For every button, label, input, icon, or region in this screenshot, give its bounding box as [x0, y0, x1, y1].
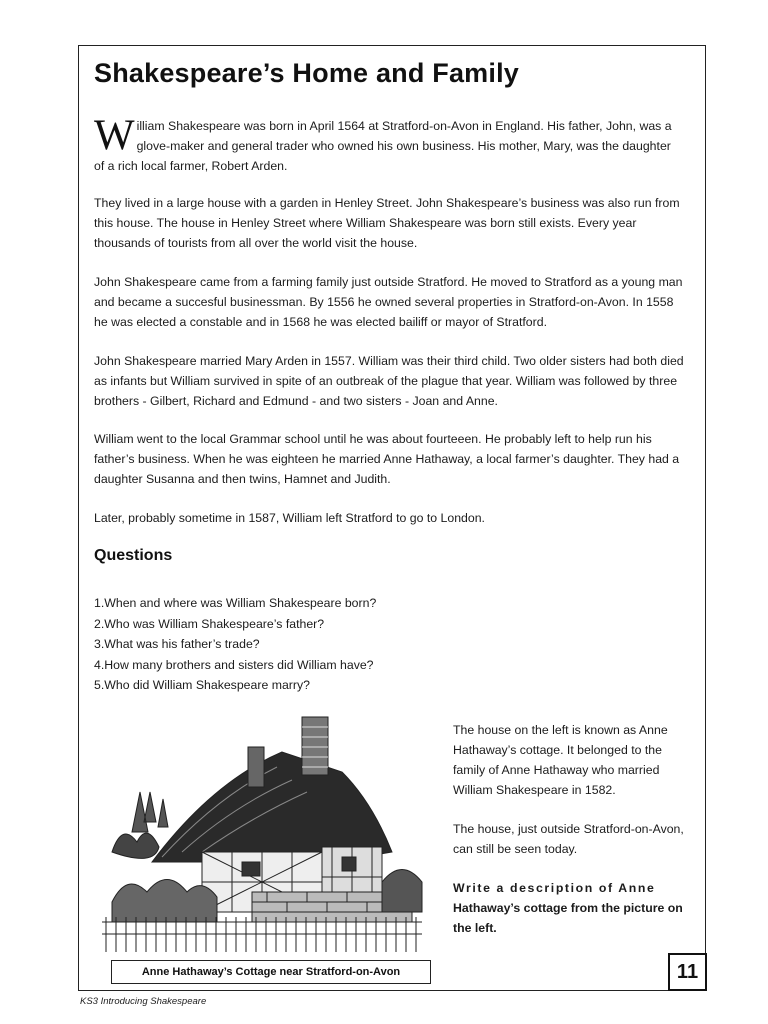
intro-paragraph	[94, 112, 684, 176]
question-item: 3.What was his father’s trade?	[94, 637, 260, 651]
cottage-illustration	[92, 712, 432, 957]
page-title: Shakespeare’s Home and Family	[94, 58, 519, 88]
question-item: 4.How many brothers and sisters did William have?	[94, 657, 374, 672]
question-item: 2.Who was William Shakespeare’s father?	[94, 616, 325, 631]
page-number: 11	[668, 953, 707, 991]
questions-list	[94, 593, 376, 696]
cottage-description: The house on the left is known as Anne Hathaway’s cottage. It belonged to the family of Anne Hathaway who married William Shakespeare in 1582.	[453, 723, 668, 797]
paragraph-henley-street: They lived in a large house with a garden in Henley Street. John Shakespeare’s business was also run from this house. The house in Henley Street where William Shakespeare was born still exists. Every year thousands of tourists from all over the world visit the house.	[94, 196, 680, 250]
paragraph-family: John Shakespeare married Mary Arden in 1557. William was their third child. Two older sisters had both died as infants but William survived in spite of an outbreak of the plague that year. William was followed by three brothers - Gilbert, Richard and Edmund - and two sisters - Joan and Anne.	[94, 354, 684, 408]
paragraph-school: William went to the local Grammar school until he was about fourteeen. He probably left to help run his father’s business. When he was eighteen he married Anne Hathaway, a local farmer’s daughter. They had a daughter Susanna and then twins, Hamnet and Judith.	[94, 432, 680, 486]
footer-source: KS3 Introducing Shakespeare	[80, 996, 207, 1007]
cottage-location: The house, just outside Stratford-on-Avon, can still be seen today.	[453, 822, 684, 856]
writing-task-line1: Write a description of Anne	[453, 881, 656, 895]
writing-task	[453, 878, 688, 938]
drop-cap: W	[94, 112, 135, 159]
questions-heading: Questions	[94, 547, 173, 564]
image-caption: Anne Hathaway’s Cottage near Stratford-on-Avon	[111, 960, 431, 984]
paragraph-london: Later, probably sometime in 1587, William left Stratford to go to London.	[94, 511, 485, 525]
question-item: 5.Who did William Shakespeare marry?	[94, 678, 310, 692]
question-item: 1.When and where was William Shakespeare born?	[94, 596, 377, 610]
intro-text: illiam Shakespeare was born in April 1564 at Stratford-on-Avon in England. His father, John, was a glove-maker and general trader who owned his own business. His mother, Mary, was the daughter of a rich local farmer, Robert Arden.	[94, 119, 672, 173]
paragraph-john-shakespeare: John Shakespeare came from a farming family just outside Stratford. He moved to Stratford as a young man and became a succesful businessman. By 1556 he owned several properties in Stratford-on-Avon. In 1558 he was elected a constable and in 1568 he was elected bailiff or mayor of Stratford.	[94, 275, 683, 329]
writing-task-rest: Hathaway’s cottage from the picture on the left.	[453, 901, 683, 935]
